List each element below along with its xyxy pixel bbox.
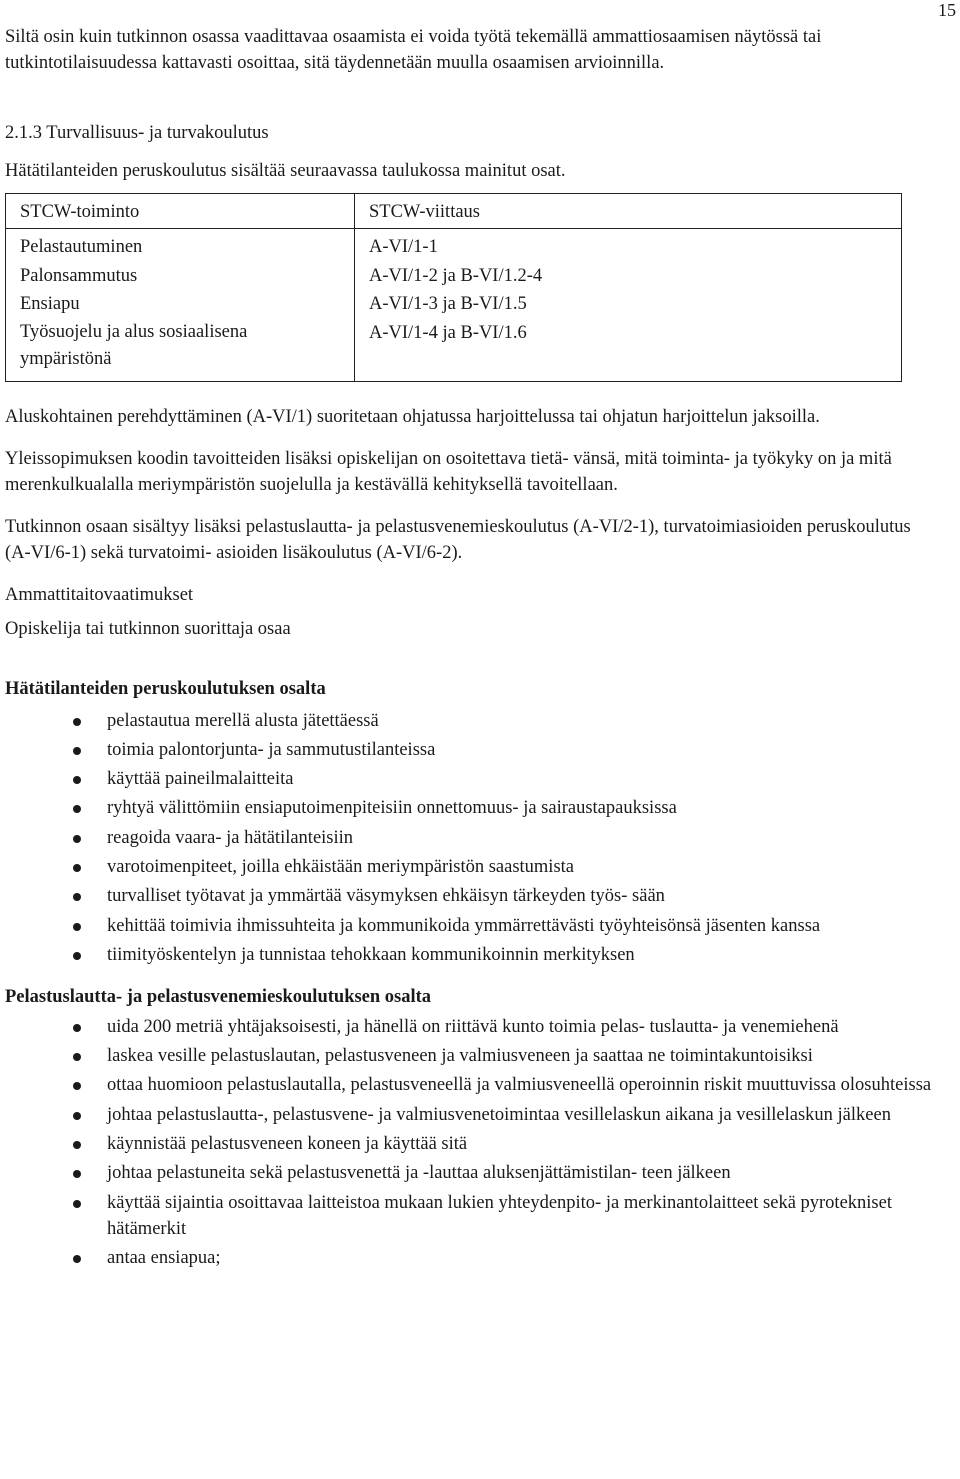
list-item-text: johtaa pelastuneita sekä pelastusvenettä ja -lauttaa aluksenjättämistilan- teen jälkeen xyxy=(107,1163,731,1184)
list-item-text: käyttää paineilmalaitteita xyxy=(107,769,294,790)
list-item xyxy=(5,1160,935,1186)
list-item-text: kehittää toimivia ihmissuhteita ja kommunikoida ymmärrettävästi työyhteisönsä jäsenten kanssa xyxy=(107,915,821,936)
paragraph-convention: Yleissopimuksen koodin tavoitteiden lisäksi opiskelijan on osoitettava tietä- vänsä, mitä toiminta- ja työkyky on ja mitä merenkulkualalla meriympäristön suojelulla ja kestävällä kehityksellä tavoitellaan. xyxy=(5,448,892,495)
list-item xyxy=(5,913,935,939)
group2-list xyxy=(5,1014,935,1271)
bullet-dot-icon xyxy=(73,1053,81,1061)
stcw-table-function-cell xyxy=(6,229,355,382)
list-item xyxy=(5,1190,935,1242)
group2-heading: Pelastuslautta- ja pelastusvenemieskoulutuksen osalta xyxy=(5,986,432,1007)
stcw-reference-item: A-VI/1-4 ja B-VI/1.6 xyxy=(369,322,527,343)
list-item-text: turvalliset työtavat ja ymmärtää väsymyksen ehkäisyn tärkeyden työs- sään xyxy=(107,886,665,907)
page-number: 15 xyxy=(938,0,956,20)
list-item xyxy=(5,766,935,792)
bullet-dot-icon xyxy=(73,923,81,931)
list-item-text: johtaa pelastuslautta-, pelastusvene- ja valmiusvenetoimintaa vesillelaskun aikana ja vesillelaskun jälkeen xyxy=(107,1104,891,1125)
list-item xyxy=(5,854,935,880)
list-item xyxy=(5,795,935,821)
list-item xyxy=(5,737,935,763)
list-item-text: reagoida vaara- ja hätätilanteisiin xyxy=(107,827,354,848)
bullet-dot-icon xyxy=(73,835,81,843)
bullet-dot-icon xyxy=(73,1082,81,1090)
group1-list xyxy=(5,708,935,968)
list-item xyxy=(5,708,935,734)
stcw-reference-item: A-VI/1-2 ja B-VI/1.2-4 xyxy=(369,265,543,286)
list-item xyxy=(5,1102,935,1128)
list-item-text: uida 200 metriä yhtäjaksoisesti, ja hänellä on riittävä kunto toimia pelas- tuslautta- ja venemiehenä xyxy=(107,1016,839,1037)
list-item-text: pelastautua merellä alusta jätettäessä xyxy=(107,710,379,731)
stcw-reference-item: A-VI/1-3 ja B-VI/1.5 xyxy=(369,294,527,314)
bullet-dot-icon xyxy=(73,1170,81,1178)
list-item xyxy=(5,1043,935,1069)
stcw-table-header-cell-reference xyxy=(355,194,902,229)
section-lead: Hätätilanteiden peruskoulutus sisältää seuraavassa taulukossa mainitut osat. xyxy=(5,161,566,181)
list-item xyxy=(5,1014,935,1040)
list-item-text: ryhtyä välittömiin ensiaputoimenpiteisiin onnettomuus- ja sairaustapauksissa xyxy=(107,798,677,819)
list-item-text: ottaa huomioon pelastuslautalla, pelastusveneellä ja valmiusveneellä operoinnin riskit muuttuvissa olosuhteissa xyxy=(107,1075,932,1096)
list-item-text: laskea vesille pelastuslautan, pelastusveneen ja valmiusveneen ja saattaa ne toimintakuntoisiksi xyxy=(107,1046,813,1067)
list-item-text: varotoimenpiteet, joilla ehkäistään meriympäristön saastumista xyxy=(107,856,574,877)
list-item xyxy=(5,942,935,968)
bullet-dot-icon xyxy=(73,864,81,872)
list-item xyxy=(5,1245,935,1271)
stcw-table-reference-cell xyxy=(355,229,902,382)
bullet-dot-icon xyxy=(73,893,81,901)
stcw-function-item: Pelastautuminen xyxy=(20,237,143,257)
bullet-dot-icon xyxy=(73,1255,81,1263)
document-body xyxy=(5,24,935,1274)
bullet-dot-icon xyxy=(73,1112,81,1120)
requirements-title: Ammattitaitovaatimukset xyxy=(5,584,194,605)
bullet-dot-icon xyxy=(73,1141,81,1149)
list-item xyxy=(5,825,935,851)
stcw-table-header-cell-function xyxy=(6,194,355,229)
list-item-text: tiimityöskentelyn ja tunnistaa tehokkaan kommunikoinnin merkityksen xyxy=(107,944,635,965)
bullet-dot-icon xyxy=(73,776,81,784)
stcw-reference-item: A-VI/1-1 xyxy=(369,237,438,257)
paragraph-orientation: Aluskohtainen perehdyttäminen (A-VI/1) suoritetaan ohjatussa harjoittelussa tai ohjatun harjoittelun jaksoilla. xyxy=(5,406,820,427)
bullet-dot-icon xyxy=(73,1024,81,1032)
stcw-table-body-row xyxy=(6,229,902,382)
paragraph-additional-training: Tutkinnon osaan sisältyy lisäksi pelastuslautta- ja pelastusvenemieskoulutus (A-VI/2-1), turvatoimiasioiden peruskoulutus (A-VI/6-1) sekä turvatoimi- asioiden lisäkoulutus (A-VI/6-2). xyxy=(5,516,911,563)
bullet-dot-icon xyxy=(73,718,81,726)
stcw-function-item: Palonsammutus xyxy=(20,265,138,286)
stcw-table-header-row xyxy=(6,194,902,229)
list-item-text: käyttää sijaintia osoittavaa laitteistoa mukaan lukien yhteydenpito- ja merkinantolaitteet sekä pyrotekniset hätämerkit xyxy=(107,1192,892,1239)
list-item xyxy=(5,883,935,909)
intro-paragraph: Siltä osin kuin tutkinnon osassa vaadittavaa osaamista ei voida työtä tekemällä ammattiosaamisen näytössä tai tutkintotilaisuudessa kattavasti osoittaa, sitä täydennetään muulla osaamisen arvioinnilla. xyxy=(5,27,822,73)
bullet-dot-icon xyxy=(73,805,81,813)
stcw-table xyxy=(5,193,902,382)
group1-heading: Hätätilanteiden peruskoulutuksen osalta xyxy=(5,678,326,699)
list-item-text: käynnistää pelastusveneen koneen ja käyttää sitä xyxy=(107,1134,468,1155)
stcw-function-item: Työsuojelu ja alus sosiaalisena ympäristönä xyxy=(20,321,248,369)
stcw-function-item: Ensiapu xyxy=(20,294,80,314)
list-item-text: antaa ensiapua; xyxy=(107,1247,221,1268)
bullet-dot-icon xyxy=(73,952,81,960)
list-item xyxy=(5,1072,935,1098)
stcw-header-function: STCW-toiminto xyxy=(20,202,140,222)
stcw-function-list xyxy=(6,229,354,381)
bullet-dot-icon xyxy=(73,747,81,755)
stcw-header-reference: STCW-viittaus xyxy=(369,202,480,222)
requirements-subtitle: Opiskelija tai tutkinnon suorittaja osaa xyxy=(5,618,291,639)
section-heading: 2.1.3 Turvallisuus- ja turvakoulutus xyxy=(5,123,269,143)
list-item xyxy=(5,1131,935,1157)
stcw-reference-list xyxy=(355,229,901,355)
list-item-text: toimia palontorjunta- ja sammutustilanteissa xyxy=(107,739,436,760)
bullet-dot-icon xyxy=(73,1200,81,1208)
